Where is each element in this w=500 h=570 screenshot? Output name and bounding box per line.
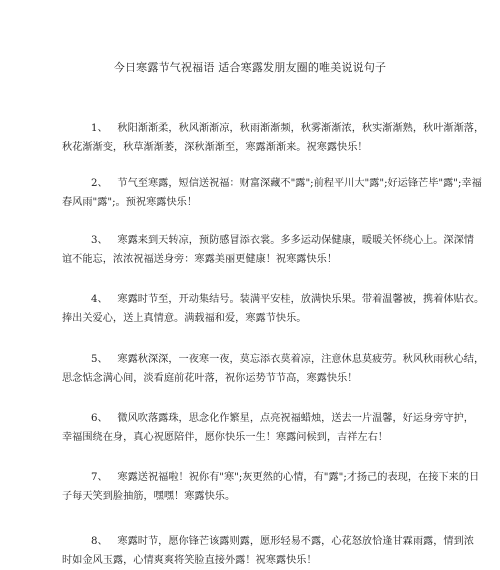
paragraph-text: 微风吹落露珠，思念化作繁星，点亮祝福蜡烛，送去一片温馨，好运身旁守护， [117,413,474,424]
paragraph-number: 4、 [91,294,108,305]
paragraph-line [62,119,485,138]
paragraph-line [62,409,474,428]
blessing-paragraph-1 [62,119,485,157]
paragraph-line: 谊不能忘，浓浓祝福送身旁：寒露美丽更健康！祝寒露快乐！ [62,254,338,265]
paragraph-text: 寒露送祝福啦！祝你有"寒";灰更然的心情，有"露";才扬己的表现，在接下来的日 [117,472,480,483]
blessing-paragraph-2 [62,174,482,212]
paragraph-number: 8、 [91,536,108,547]
paragraph-text: 秋阳渐渐柔，秋风渐渐凉，秋雨渐渐频，秋雾渐渐浓，秋实渐渐熟，秋叶渐渐落， [117,123,485,134]
paragraph-number: 6、 [91,413,108,424]
paragraph-line [62,532,474,551]
paragraph-number: 1、 [91,123,108,134]
paragraph-line [62,231,474,250]
paragraph-line: 捧出关爱心，送上真情意。满载福和爱，寒露节快乐。 [62,313,307,324]
paragraph-line: 春风雨"露";。预祝寒露快乐！ [62,197,198,208]
blessing-paragraph-8 [62,532,474,570]
paragraph-number: 3、 [91,235,108,246]
paragraph-line [62,468,480,487]
paragraph-line: 子每天笑到脸抽筋，嘿嘿！寒露快乐。 [62,491,236,502]
paragraph-text: 寒露时节至，开动集结号。装满平安桂，放满快乐果。带着温馨被，携着体贴衣。 [117,294,485,305]
paragraph-text: 寒露秋深深，一夜寒一夜，莫忘添衣莫着凉，注意休息莫疲劳。秋风秋雨秋心结， [117,354,485,365]
paragraph-line [62,290,485,309]
paragraph-line [62,174,482,193]
blessing-paragraph-6 [62,409,474,447]
paragraph-number: 7、 [91,472,108,483]
paragraph-text: 节气至寒露，短信送祝福：财富深藏不"露";前程平川大"露";好运锋芒毕"露";幸福 [117,178,482,189]
paragraph-line: 秋花渐渐变，秋草渐渐萎，深秋渐渐至，寒露渐渐来。祝寒露快乐！ [62,142,368,153]
paragraph-number: 2、 [91,178,108,189]
paragraph-line [62,350,485,369]
blessing-paragraph-5 [62,350,485,388]
paragraph-line: 幸福围绕在身，真心祝愿陪伴，愿你快乐一生！寒露问候到，吉祥左右！ [62,432,388,443]
blessing-paragraph-7 [62,468,480,506]
paragraph-line: 时如金风玉露，心情爽爽将笑脸直接外露！祝寒露快乐！ [62,555,317,566]
article-title: 今日寒露节气祝福语 适合寒露发朋友圈的唯美说说句子 [113,61,387,74]
paragraph-line: 思念惦念满心间，淡看庭前花叶落，祝你运势节节高，寒露快乐！ [62,373,358,384]
blessing-paragraph-3 [62,231,474,269]
paragraph-text: 寒露时节，愿你锋芒该露则露，愿形轻易不露，心花怒放恰逢甘霖雨露，情到浓 [117,536,474,547]
blessing-paragraph-4 [62,290,485,328]
paragraph-text: 寒露来到天转凉，预防感冒添衣裳。多多运动保健康，暖暖关怀绕心上。深深情 [117,235,474,246]
paragraph-number: 5、 [91,354,108,365]
